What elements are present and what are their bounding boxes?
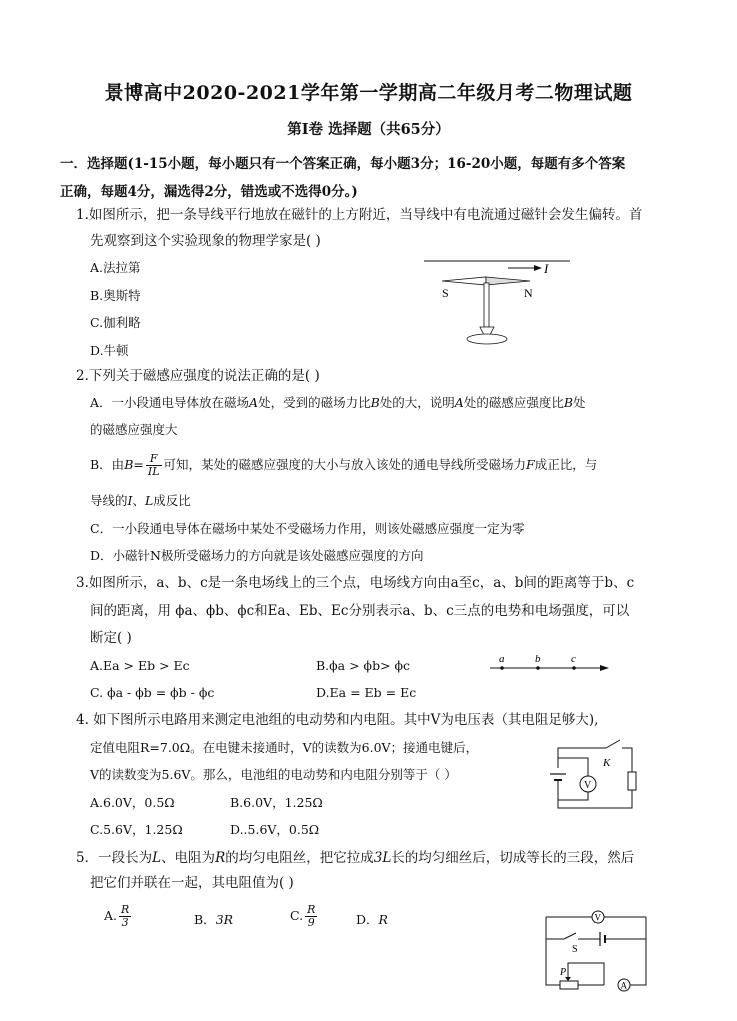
q1-stem-line-2: 先观察到这个实验现象的物理学家是( ) — [90, 233, 321, 249]
q4-stem-line-3: V的读数变为5.6V。那么，电池组的电动势和内电阻分别等于（ ） — [90, 767, 457, 782]
q3-field-line-figure — [488, 652, 613, 676]
q2-option-b-line2 — [90, 491, 191, 511]
voltmeter-wire-top — [558, 758, 588, 776]
q2-option-c: C．一小段通电导体在磁场中某处不受磁场力作用，则该处磁感应强度一定为零 — [90, 521, 525, 536]
south-label: S — [442, 286, 449, 300]
q3-stem-line-3: 断定( ) — [90, 630, 132, 646]
q2-a-var-a2: A — [454, 395, 464, 410]
resistor-r — [628, 772, 636, 790]
q2-option-a-line2: 的磁感应强度大 — [90, 422, 178, 437]
q5-c-numerator: R — [307, 903, 316, 916]
switch-s-label: S — [572, 944, 578, 955]
point-a-dot — [500, 666, 504, 670]
compass-stand — [484, 283, 489, 327]
q5-circuit-figure — [538, 905, 658, 997]
north-label: N — [524, 286, 533, 300]
q5-a-label: A. — [104, 908, 118, 923]
q4-option-a: A.6.0V，0.5Ω — [90, 795, 175, 810]
q1-option-a: A.法拉第 — [90, 260, 141, 275]
q2-b-var-i: I — [127, 493, 133, 508]
q3-option-d: D.Ea = Eb = Ec — [316, 685, 417, 700]
q2-a-part3: 处的大，说明 — [379, 395, 455, 410]
q5-part2: 、电阻为 — [161, 850, 216, 866]
q5-c-fraction — [305, 904, 317, 929]
right-wire — [630, 917, 646, 985]
q4-stem-line-1: 4. 如下图所示电路用来测定电池组的电动势和内电阻。其中V为电压表（其电阻足够大), — [76, 712, 599, 728]
q2-b-denominator: IL — [147, 465, 160, 478]
switch-s-blade — [564, 933, 576, 939]
q2-b-fraction — [146, 453, 162, 478]
q2-a-part2: 处，受到的磁场力比 — [258, 395, 371, 410]
q2-option-d: D．小磁针N极所受磁场力的方向就是该处磁感应强度的方向 — [90, 548, 424, 563]
q2-b-var-l: L — [144, 493, 154, 508]
needle-north — [486, 277, 530, 285]
q5-c-label: C. — [290, 908, 304, 923]
q5-b-value: 3R — [215, 912, 234, 927]
q1-stem-line-1: 1.如图所示，把一条导线平行地放在磁针的上方附近，当导线中有电流通过磁针会发生偏转。首 — [76, 207, 643, 223]
q4-option-b: B.6.0V，1.25Ω — [230, 795, 323, 810]
q2-option-b — [90, 453, 597, 478]
q3-stem-line-1: 3.如图所示，a、b、c是一条电场线上的三个点，电场线方向由a至c，a、b间的距离等于b、c — [76, 575, 635, 591]
q5-a-fraction — [119, 904, 131, 929]
q3-option-c: C. ϕa - ϕb = ϕb - ϕc — [90, 685, 215, 700]
q2-b-part3: 成正比，与 — [534, 457, 598, 472]
section-instructions — [60, 150, 680, 206]
point-c-label: c — [571, 653, 576, 665]
switch-k-label: K — [603, 757, 611, 769]
q5-var-r: R — [215, 850, 226, 866]
q2-a-var-b: B — [370, 395, 380, 410]
q5-part1: 5．一段长为 — [76, 850, 153, 866]
q2-b-line2-part1: 导线的 — [90, 493, 128, 508]
q5-stem-line-1 — [76, 848, 634, 868]
q2-a-part1: A．一小段通电导体放在磁场 — [90, 395, 250, 410]
point-b-label: b — [535, 653, 541, 665]
voltmeter-label: V — [594, 912, 601, 923]
q5-option-b — [194, 910, 233, 930]
q2-a-var-b2: B — [563, 395, 574, 410]
q2-b-part2: 可知，某处的磁感应强度的大小与放入该处的通电导线所受磁场力 — [163, 457, 527, 472]
page-title: 景博高中2020-2021学年第一学期高二年级月考二物理试题 — [104, 82, 633, 104]
q2-b-line2-part2: 成反比 — [153, 493, 191, 508]
q1-option-c: C.伽利略 — [90, 315, 141, 330]
q5-var-3l: 3L — [373, 850, 392, 866]
q2-b-var-b: B — [124, 457, 134, 472]
q2-b-var-f: F — [526, 457, 535, 472]
q3-option-a: A.Ea > Eb > Ec — [90, 658, 190, 673]
point-c-dot — [572, 666, 576, 670]
q2-b-numerator: F — [146, 453, 162, 466]
q4-option-c: C.5.6V，1.25Ω — [90, 822, 183, 837]
q4-stem-line-2: 定值电阻R=7.0Ω。在电键未接通时，V的读数为6.0V；接通电键后， — [90, 740, 479, 755]
instructions-line-1: 一．选择题(1-15小题，每小题只有一个答案正确，每小题3分；16-20小题，每题有多个答案 — [60, 156, 626, 172]
q5-option-a — [104, 904, 133, 929]
q2-stem: 2.下列关于磁感应强度的说法正确的是( ) — [76, 368, 320, 384]
q5-a-numerator: R — [121, 903, 130, 916]
q5-part3: 的均匀电阻丝，把它拉成 — [225, 850, 374, 866]
q2-a-part5: 处 — [573, 395, 586, 410]
point-a-label: a — [499, 653, 505, 665]
instructions-line-2: 正确，每题4分，漏选得2分，错选或不选得0分。) — [60, 184, 358, 200]
ammeter-label: A — [620, 980, 627, 991]
q5-d-label: D． — [356, 912, 379, 927]
q2-option-a — [90, 393, 586, 413]
q2-b-eq: = — [133, 457, 144, 472]
rheostat-p-label: P — [560, 967, 567, 978]
q5-option-c — [290, 904, 319, 929]
q5-part4: 长的均匀细丝后，切成等长的三段，然后 — [391, 850, 635, 866]
needle-south — [442, 277, 486, 285]
q3-stem-line-2: 间的距离，用 ϕa、ϕb、ϕc和Ea、Eb、Ec分别表示a、b、c三点的电势和电场强度，可以 — [90, 603, 630, 619]
field-arrow-head — [600, 665, 609, 671]
q2-b-sep: 、 — [132, 493, 145, 508]
q5-stem-line-2: 把它们并联在一起，其电阻值为( ) — [90, 875, 294, 891]
q4-bottom-wire — [558, 790, 632, 808]
q4-option-d: D..5.6V，0.5Ω — [230, 822, 320, 837]
q5-d-value: R — [378, 912, 388, 927]
compass-base — [467, 334, 507, 344]
q4-circuit-figure — [548, 738, 653, 816]
q4-switch-blade — [606, 740, 620, 748]
voltmeter-wire-bottom — [558, 792, 588, 800]
q5-b-label: B． — [194, 912, 216, 927]
q1-option-d: D.牛顿 — [90, 343, 129, 358]
section-subtitle: 第Ⅰ卷 选择题（共65分） — [287, 121, 450, 138]
current-arrow-head — [534, 265, 542, 271]
current-label: I — [544, 261, 549, 276]
q5-option-d — [356, 910, 388, 930]
q2-b-part1: B．由 — [90, 457, 125, 472]
q5-a-denominator: 3 — [121, 916, 129, 929]
q1-option-b: B.奥斯特 — [90, 288, 141, 303]
q5-var-l: L — [152, 850, 162, 866]
q1-compass-figure — [420, 255, 580, 365]
q2-a-var-a: A — [249, 395, 259, 410]
voltmeter-label: V — [584, 780, 592, 791]
q2-a-part4: 处的磁感应强度比 — [463, 395, 564, 410]
q5-c-denominator: 9 — [307, 916, 315, 929]
q3-option-b: B.ϕa > ϕb> ϕc — [316, 658, 411, 673]
point-b-dot — [536, 666, 540, 670]
q4-top-wire-right — [622, 748, 632, 772]
rheostat-body — [560, 981, 578, 989]
